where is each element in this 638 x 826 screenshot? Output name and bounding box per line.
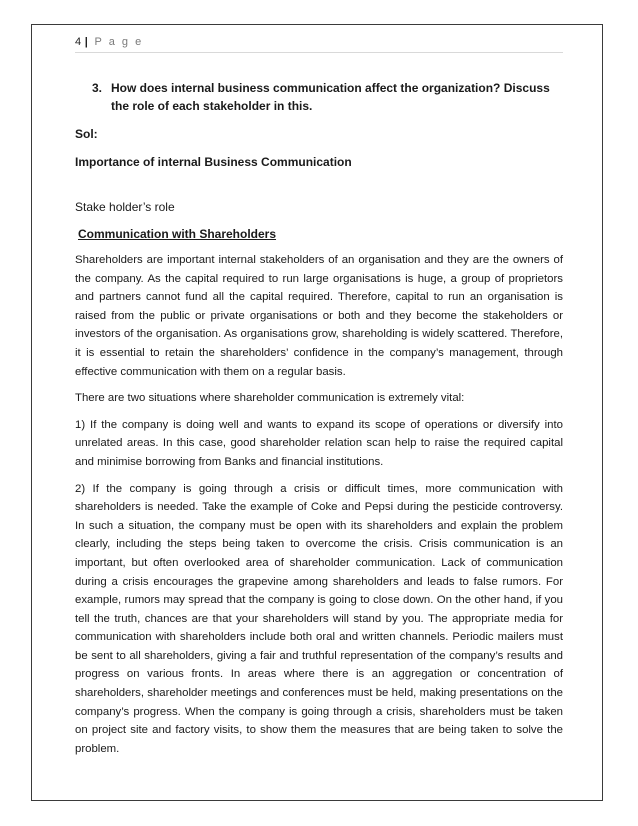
- page-label: P a g e: [94, 36, 144, 48]
- header-separator: |: [84, 36, 89, 48]
- sol-label: Sol:: [75, 127, 98, 141]
- page-number: 4: [75, 36, 82, 48]
- importance-heading: Importance of internal Business Communication: [75, 155, 352, 169]
- question-text: How does internal business communication affect the organization? Discuss the role of each stakeholder in this.: [111, 81, 550, 113]
- document-content: [75, 36, 563, 758]
- paragraph-situation-two: 2) If the company is going through a crisis or difficult times, more communication with shareholders is needed. Take the example of Coke and Pepsi during the pesticide controversy. In such a situation, the company must be open with its shareholders and explain the problem clearly, including the steps being taken to overcome the crisis. Crisis communication is an important, but often overlooked area of shareholder communication. Lack of communication during a crisis encourages the grapevine among shareholders and leads to false rumors. For example, rumors may spread that the company is going to close down. On the other hand, if you tell the truth, chances are that your shareholders will stand by you. The appropriate media for communication with shareholders include both oral and written channels. Periodic mailers must be sent to all shareholders, giving a fair and truthful representation of the company’s results and progress on various fronts. In areas where there is an aggregation or concentration of shareholders, shareholder meetings and conferences must be held, making presentations on the company’s progress. When the company is going through a crisis, shareholders must be taken on project site and factory visits, to show them the measures that are being taken to solve the problem.: [75, 482, 563, 755]
- question-item: [75, 79, 563, 115]
- communication-heading: Communication with Shareholders: [78, 227, 277, 241]
- paragraph-shareholders: Shareholders are important internal stakeholders of an organisation and they are the owners of the company. As the capital required to run large organisations is huge, a group of proprietors and partners cannot fund all the capital required. Therefore, capital to run an organisation is raised from the public or private organisations or both and they become the stakeholders or investors of the organisation. As organisations grow, shareholding is widely scattered. Therefore, it is essential to retain the shareholders’ confidence in the company’s management, through effective communication with them on a regular basis.: [75, 254, 563, 378]
- stakeholder-role-label: Stake holder’s role: [75, 200, 175, 214]
- paragraph-situation-one: 1) If the company is doing well and wants to expand its scope of operations or diversify into unrelated areas. In this case, good shareholder relation scan help to raise the required capital and minimise borrowing from Banks and financial institutions.: [75, 418, 563, 468]
- paragraph-two-situations: There are two situations where shareholder communication is extremely vital:: [75, 392, 465, 405]
- question-number: 3.: [92, 81, 103, 95]
- page-header: [75, 36, 563, 53]
